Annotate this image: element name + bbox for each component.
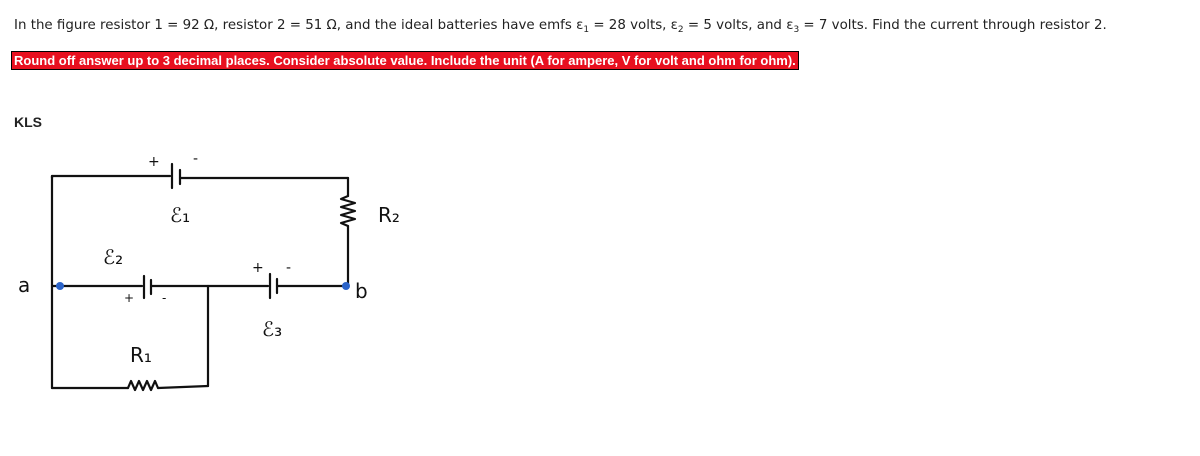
question-part: In the figure resistor 1 = 92 Ω, resistor 2 = 51 Ω, and the ideal batteries have emfs ε bbox=[14, 18, 584, 33]
wire-bottom-right bbox=[158, 386, 208, 388]
instruction-banner: Round off answer up to 3 decimal places. Consider absolute value. Include the unit (A for ampere, V for volt and ohm for ohm). bbox=[14, 53, 796, 68]
resistor-r2 bbox=[341, 196, 355, 226]
question-part: = 7 volts. Find the current through resistor 2. bbox=[799, 18, 1107, 33]
kls-label: KLS bbox=[14, 114, 42, 130]
r2-label: R₂ bbox=[378, 203, 400, 227]
e1-minus-sign: - bbox=[193, 151, 199, 167]
e2-minus-sign: - bbox=[162, 291, 167, 305]
subscript: 2 bbox=[677, 25, 684, 35]
question-part: = 28 volts, ε bbox=[589, 18, 678, 33]
e2-label: ℰ₂ bbox=[103, 245, 124, 269]
question-part: = 5 volts, and ε bbox=[683, 18, 794, 33]
e3-plus-sign: + bbox=[252, 260, 264, 276]
resistor-r1 bbox=[128, 381, 158, 390]
subscript: 1 bbox=[583, 25, 590, 35]
wire-top-left bbox=[52, 176, 170, 178]
e2-plus-sign: + bbox=[124, 291, 135, 305]
e3-minus-sign: - bbox=[286, 260, 292, 276]
node-a-dot bbox=[56, 282, 64, 290]
e3-label: ℰ₃ bbox=[262, 317, 283, 341]
node-a-label: a bbox=[18, 273, 31, 297]
r1-label: R₁ bbox=[130, 343, 152, 367]
node-b-label: b bbox=[355, 279, 368, 303]
e1-label: ℰ₁ bbox=[170, 203, 191, 227]
subscript: 3 bbox=[793, 25, 800, 35]
node-b-dot bbox=[342, 282, 350, 290]
e1-plus-sign: + bbox=[148, 154, 160, 170]
